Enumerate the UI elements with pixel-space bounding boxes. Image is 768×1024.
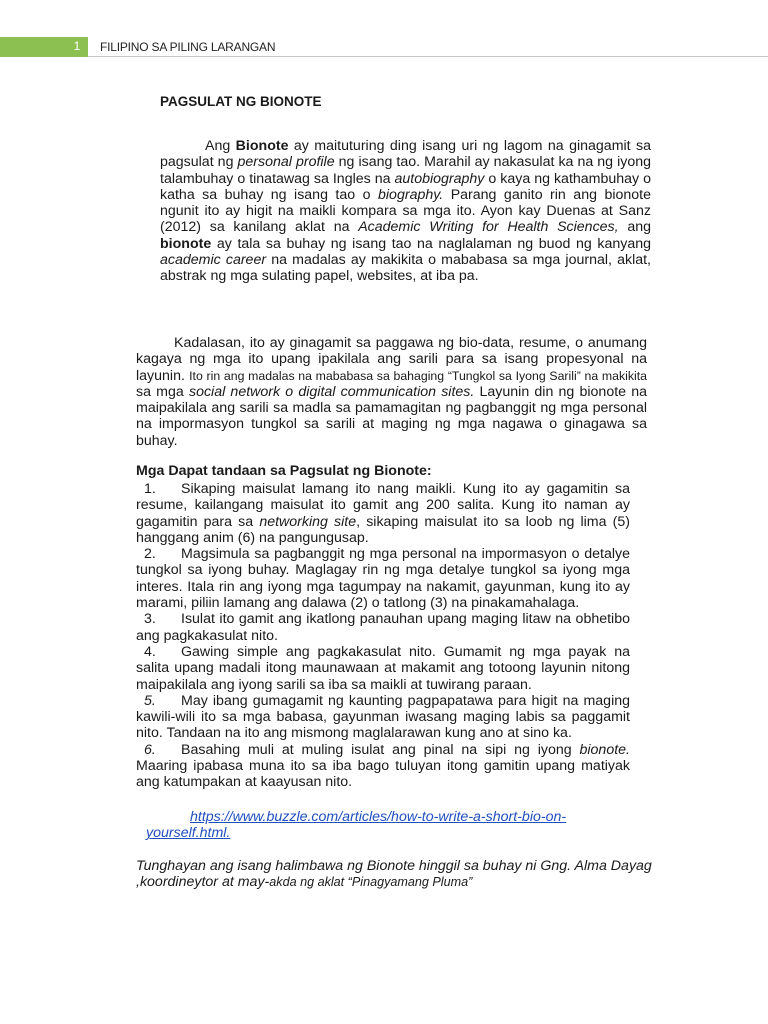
p1-text: Ang (205, 138, 236, 154)
document-title: PAGSULAT NG BIONOTE (160, 94, 322, 109)
p2-small-text: Ito rin ang madalas na mababasa sa bahaging “Tungkol sa Iyong Sarili” na makikita (189, 368, 648, 383)
list-item (136, 742, 630, 791)
list-text: Basahing muli at muling isulat ang pinal na sipi ng iyong (181, 741, 580, 758)
list-number: 2. (144, 546, 156, 563)
p1-text: ng isang tao. Marahil ay nakasulat ka na ng iyong talambuhay o tinatawag sa Ingles na (160, 154, 652, 187)
list-number: 1. (144, 481, 156, 497)
p1-italic: autobiography (394, 170, 485, 187)
p2-text: Kadalasan, ito ay ginagamit sa paggawa ng bio-data, resume, o anumang kagaya ng mga ito upang ipakilala ang sarili para sa isang propesyonal na layunin. (136, 335, 647, 384)
p2-text: sa mga (136, 383, 189, 400)
p1-text: Parang ganito rin ang bionote ngunit ito ay higit na maikli kompara sa mga ito. Ayon kay Duenas at Sanz (2012) sa kanilang aklat na (160, 186, 651, 236)
page-number: 1 (73, 39, 81, 53)
list-number: 5. (144, 692, 156, 709)
header-title: FILIPINO SA PILING LARANGAN (100, 40, 276, 54)
paragraph-2 (136, 335, 647, 449)
list-text: Gawing simple ang pagkakasulat nito. Gumamit ng mga payak na salita upang madali itong maunawaan at makamit ang totoong layunin nitong maipakilala ang iyong sarili sa iba sa maikli at tuwirang paraan. (136, 643, 630, 693)
closing-note (136, 858, 656, 891)
p1-text: ay maituturing ding isang uri ng lagom na ginagamit sa pagsulat ng (160, 138, 652, 171)
p1-bold: bionote (160, 235, 212, 252)
p1-text: ang (618, 219, 651, 236)
p1-italic: Academic Writing for Health Sciences, (358, 219, 619, 236)
list-item (136, 481, 630, 546)
p1-text: ay tala sa buhay ng isang tao na naglalaman ng buod ng kanyang (211, 235, 651, 252)
list-text: , sikaping maisulat ito sa loob ng lima (5) hanggang anim (6) na pangungusap. (136, 513, 630, 546)
header-rule (88, 56, 768, 57)
list-text: Magsimula sa pagbanggit ng mga personal na impormasyon o detalye tungkol sa iyong buhay. Maglagay rin ng mga detalye tungkol sa iyong mga interes. Itala rin ang iyong mga tagumpay na nakamit, gayunman, kung ito ay marami, piliin lamang ang dalawa (2) o tatlong (3) na pinakamahalaga. (136, 546, 630, 612)
list-item (136, 611, 630, 644)
list-number: 4. (144, 643, 156, 660)
list-number: 6. (144, 741, 156, 758)
p2-italic: social network o digital communication sites. (188, 383, 475, 400)
closing-text: Tunghayan ang isang halimbawa ng Bionote hinggil sa buhay ni Gng. Alma Dayag ,koordineytor at may- (136, 858, 652, 891)
p2-text: Layunin din ng bionote na maipakilala ang sarili sa madla sa pamamagitan ng pagbanggit ng mga personal na impormasyon tungkol sa sarili at maging ng mga nagawa o ginagawa sa buhay. (136, 383, 648, 449)
list-text: Isulat ito gamit ang ikatlong panauhan upang maging litaw na obhetibo ang pagkakasulat nito. (136, 611, 630, 644)
list-text: Sikaping maisulat lamang ito nang maikli. Kung ito ay gagamitin sa resume, kailangang maisulat ito gamit ang 200 salita. Kung ito naman ay gagamitin para sa (136, 481, 630, 530)
source-link-text[interactable]: https://www.buzzle.com/articles/how-to-write-a-short-bio-on-yourself.html. (146, 809, 567, 842)
list-number: 3. (144, 611, 156, 628)
p1-italic: biography. (378, 186, 444, 203)
paragraph-1 (160, 138, 651, 285)
header-accent-block (0, 37, 88, 57)
p1-italic: academic career (160, 252, 267, 269)
p1-bold-bionote: Bionote (235, 138, 289, 154)
p1-italic: personal profile (237, 154, 335, 171)
page-header (0, 37, 768, 57)
p1-text: o kaya ng kathambuhay o katha sa buhay ng isang tao o (160, 170, 652, 203)
list-italic: networking site (259, 513, 357, 530)
list-item (136, 644, 630, 693)
closing-small-text: akda ng aklat “Pinagyamang Pluma” (269, 875, 473, 890)
list-text: May ibang gumagamit ng kaunting pagpapatawa para higit na maging kawili-wili ito sa mga babasa, gayunman iwasang maging labis sa paggamit nito. Tandaan na ito ang mismong maglalarawan kung ano at sino ka. (136, 692, 630, 742)
list-item (136, 546, 630, 611)
guidelines-list (136, 481, 630, 791)
source-link[interactable] (146, 809, 586, 842)
section-title: Mga Dapat tandaan sa Pagsulat ng Bionote: (136, 463, 432, 479)
list-text: Maaring ipabasa muna ito sa iba bago tuluyan itong gamitin upang matiyak ang katumpakan at kaayusan nito. (136, 758, 630, 791)
list-italic: bionote. (579, 741, 630, 758)
p1-text: na madalas ay makikita o mababasa sa mga journal, aklat, abstrak ng mga sulating papel, websites, at iba pa. (160, 252, 651, 285)
list-item (136, 693, 630, 742)
